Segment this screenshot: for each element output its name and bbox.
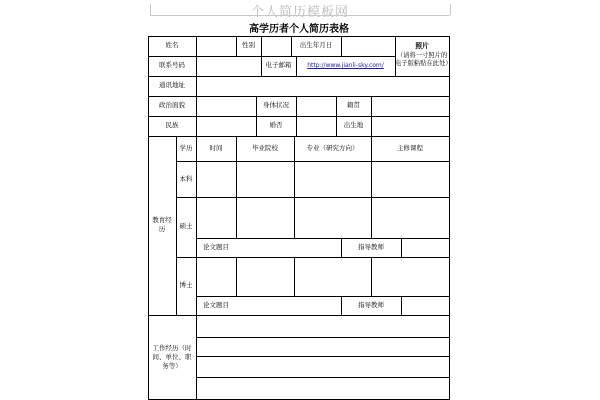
label-master: 硕士 bbox=[179, 222, 193, 230]
grid-line bbox=[196, 136, 197, 400]
watermark-rule-tick-left bbox=[150, 4, 151, 15]
label-bachelor: 本科 bbox=[179, 175, 193, 183]
grid-line bbox=[176, 161, 450, 162]
grid-line bbox=[148, 36, 450, 37]
label-advisor-master: 指导教师 bbox=[358, 243, 384, 251]
grid-line bbox=[148, 96, 450, 97]
label-birthplace: 出生地 bbox=[343, 121, 364, 129]
grid-line bbox=[148, 136, 450, 137]
label-doctor: 博士 bbox=[179, 281, 193, 289]
grid-line bbox=[176, 257, 450, 258]
email-link[interactable]: http://www.jianli-sky.com/ bbox=[307, 62, 384, 69]
resume-form-table bbox=[148, 36, 450, 400]
grid-line bbox=[236, 257, 237, 296]
grid-line bbox=[196, 356, 450, 357]
grid-line bbox=[196, 238, 450, 239]
label-health: 身体状况 bbox=[263, 101, 289, 109]
label-email: 电子邮箱 bbox=[265, 61, 292, 69]
label-education-section: 教育经历 bbox=[152, 216, 172, 233]
label-native-place: 籍贯 bbox=[347, 101, 360, 109]
grid-line bbox=[401, 296, 402, 315]
label-marital-status: 婚否 bbox=[269, 121, 283, 129]
grid-line bbox=[176, 197, 450, 198]
grid-line bbox=[148, 315, 450, 316]
label-phone: 联系号码 bbox=[159, 61, 185, 69]
grid-line bbox=[148, 116, 450, 117]
label-advisor-doctor: 指导教师 bbox=[358, 301, 384, 309]
grid-line bbox=[261, 36, 262, 56]
watermark-rule bbox=[150, 15, 450, 16]
label-gender: 性别 bbox=[242, 41, 255, 49]
grid-line bbox=[341, 36, 342, 56]
label-work-section: 工作经历（时间、单位、职务等） bbox=[152, 344, 192, 370]
page-title: 高学历者个人简历表格 bbox=[249, 24, 349, 35]
grid-line bbox=[148, 56, 395, 57]
label-address: 通讯地址 bbox=[159, 81, 185, 89]
photo-title: 照片 bbox=[415, 42, 429, 50]
grid-line bbox=[148, 36, 149, 400]
header-major: 专业（研究方向） bbox=[306, 144, 359, 152]
photo-note: （请将一寸照片的电子版粘贴在此处） bbox=[395, 51, 452, 67]
label-name: 姓名 bbox=[165, 41, 179, 49]
grid-line bbox=[196, 377, 450, 378]
watermark-rule-tick-right bbox=[450, 4, 451, 15]
grid-line bbox=[371, 96, 372, 136]
photo-placeholder bbox=[395, 42, 452, 69]
header-time: 时间 bbox=[209, 144, 223, 152]
grid-line bbox=[294, 257, 295, 296]
grid-line bbox=[449, 36, 450, 400]
grid-line bbox=[401, 238, 402, 257]
grid-line bbox=[196, 337, 450, 338]
label-birth-date: 出生年月日 bbox=[299, 41, 333, 49]
grid-line bbox=[296, 96, 297, 136]
header-degree: 学历 bbox=[179, 144, 193, 152]
label-ethnicity: 民族 bbox=[165, 121, 179, 129]
label-thesis-doctor: 论文题目 bbox=[203, 301, 229, 309]
label-political-status: 政治面貌 bbox=[159, 101, 185, 109]
label-thesis-master: 论文题目 bbox=[203, 243, 229, 251]
header-courses: 主修课程 bbox=[397, 144, 423, 152]
grid-line bbox=[196, 296, 450, 297]
grid-line bbox=[148, 76, 450, 77]
watermark: 个人简历模板网 bbox=[250, 5, 349, 20]
header-school: 毕业院校 bbox=[252, 144, 278, 152]
grid-line bbox=[196, 36, 197, 136]
grid-line bbox=[371, 257, 372, 296]
